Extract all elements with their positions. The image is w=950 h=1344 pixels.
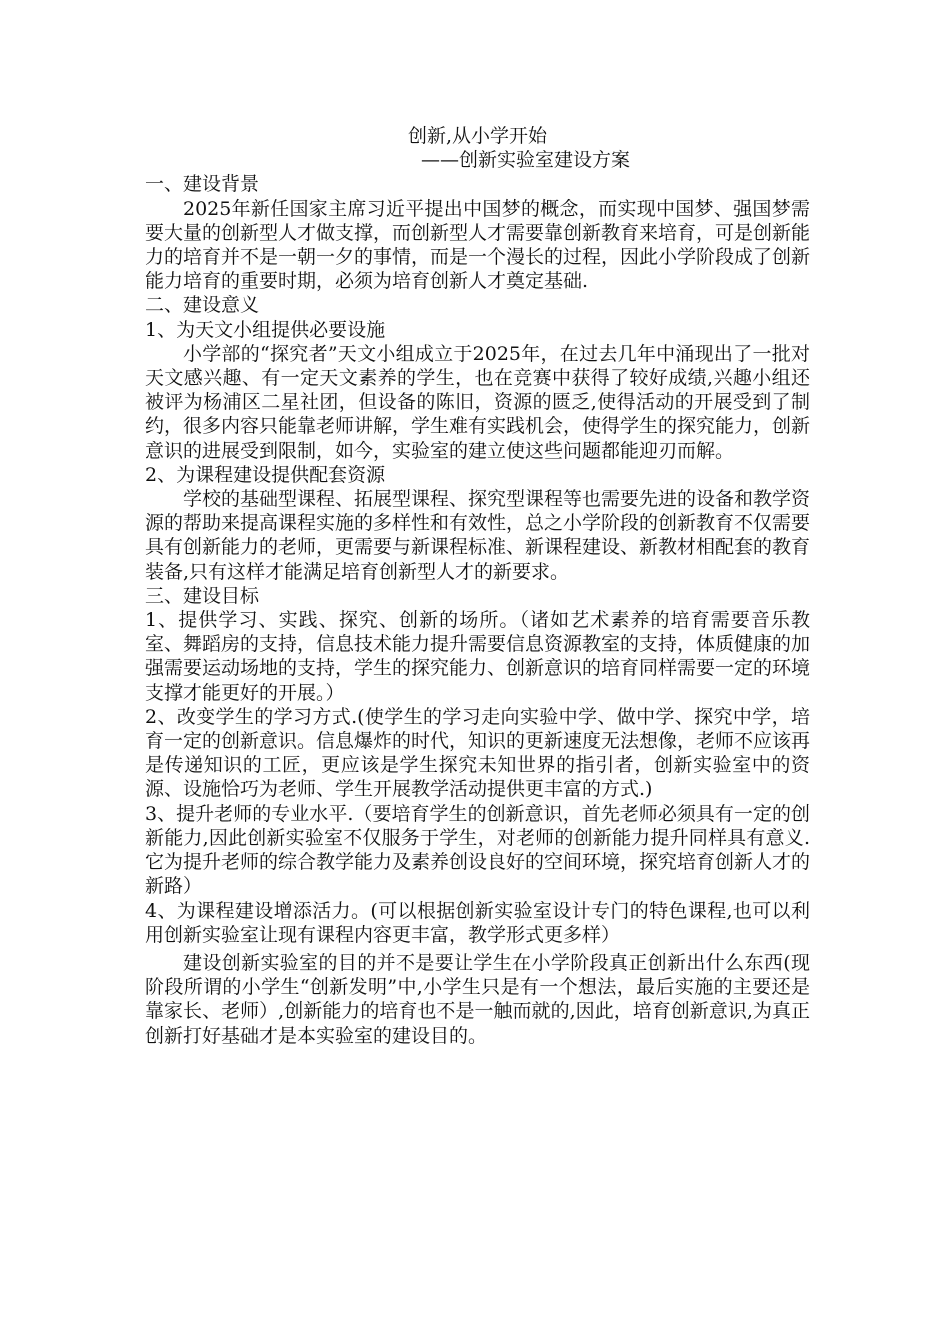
astronomy-group-paragraph: 小学部的“探究者”天文小组成立于2025年，在过去几年中涌现出了一批对天文感兴趣、有一定天文素养的学生，也在竞赛中获得了较好成绩,兴趣小组还被评为杨浦区二星社团，但设备的陈旧，资源的匮乏,使得活动的开展受到了制约，很多内容只能靠老师讲解，学生难有实践机会，使得学生的探究能力，创新意识的进展受到限制，如今，实验室的建立使这些问题都能迎刃而解。	[145, 342, 811, 462]
goal-item-3: 3、提升老师的专业水平.（要培育学生的创新意识，首先老师必须具有一定的创新能力,因此创新实验室不仅服务于学生，对老师的创新能力提升同样具有意义.它为提升老师的综合教学能力及素养创设良好的空间环境，探究培育创新人才的新路）	[145, 802, 811, 898]
background-paragraph: 2025年新任国家主席习近平提出中国梦的概念，而实现中国梦、强国梦需要大量的创新型人才做支撑，而创新型人才需要靠创新教育来培育，可是创新能力的培育并不是一朝一夕的事情，而是一个漫长的过程，因此小学阶段成了创新能力培育的重要时期，必须为培育创新人才奠定基础.	[145, 197, 811, 293]
goal-item-2: 2、改变学生的学习方式.(使学生的学习走向实验中学、做中学、探究中学，培育一定的创新意识。信息爆炸的时代，知识的更新速度无法想像，老师不应该再是传递知识的工匠，更应该是学生探究未知世界的指引者，创新实验室中的资源、设施恰巧为老师、学生开展教学活动提供更丰富的方式.)	[145, 705, 811, 801]
subheading-astronomy-group: 1、为天文小组提供必要设施	[145, 318, 386, 341]
section-heading-significance: 二、建设意义	[145, 294, 260, 317]
section-heading-goals: 三、建设目标	[145, 584, 260, 607]
subheading-curriculum-resources: 2、为课程建设提供配套资源	[145, 463, 386, 486]
document-title: 创新,从小学开始	[407, 125, 548, 147]
document-body	[145, 124, 810, 1048]
goal-item-1: 1、提供学习、实践、探究、创新的场所。（诸如艺术素养的培育需要音乐教室、舞蹈房的支持，信息技术能力提升需要信息资源教室的支持，体质健康的加强需要运动场地的支持，学生的探究能力、创新意识的培育同样需要一定的环境支撑才能更好的开展。）	[145, 609, 811, 704]
closing-paragraph: 建设创新实验室的目的并不是要让学生在小学阶段真正创新出什么东西(现阶段所谓的小学生“创新发明”中,小学生只是有一个想法，最后实施的主要还是靠家长、老师）,创新能力的培育也不是一触而就的,因此，培育创新意识,为真正创新打好基础才是本实验室的建设目的。	[145, 951, 810, 1047]
goal-item-4: 4、为课程建设增添活力。(可以根据创新实验室设计专门的特色课程,也可以利用创新实验室让现有课程内容更丰富，教学形式更多样）	[145, 899, 810, 946]
curriculum-resources-paragraph: 学校的基础型课程、拓展型课程、探究型课程等也需要先进的设备和教学资源的帮助来提高课程实施的多样性和有效性，总之小学阶段的创新教育不仅需要具有创新能力的老师，更需要与新课程标准、新课程建设、新教材相配套的教育装备,只有这样才能满足培育创新型人才的新要求。	[145, 488, 811, 583]
section-heading-background: 一、建设背景	[145, 173, 260, 196]
document-subtitle: ——创新实验室建设方案	[420, 149, 630, 172]
